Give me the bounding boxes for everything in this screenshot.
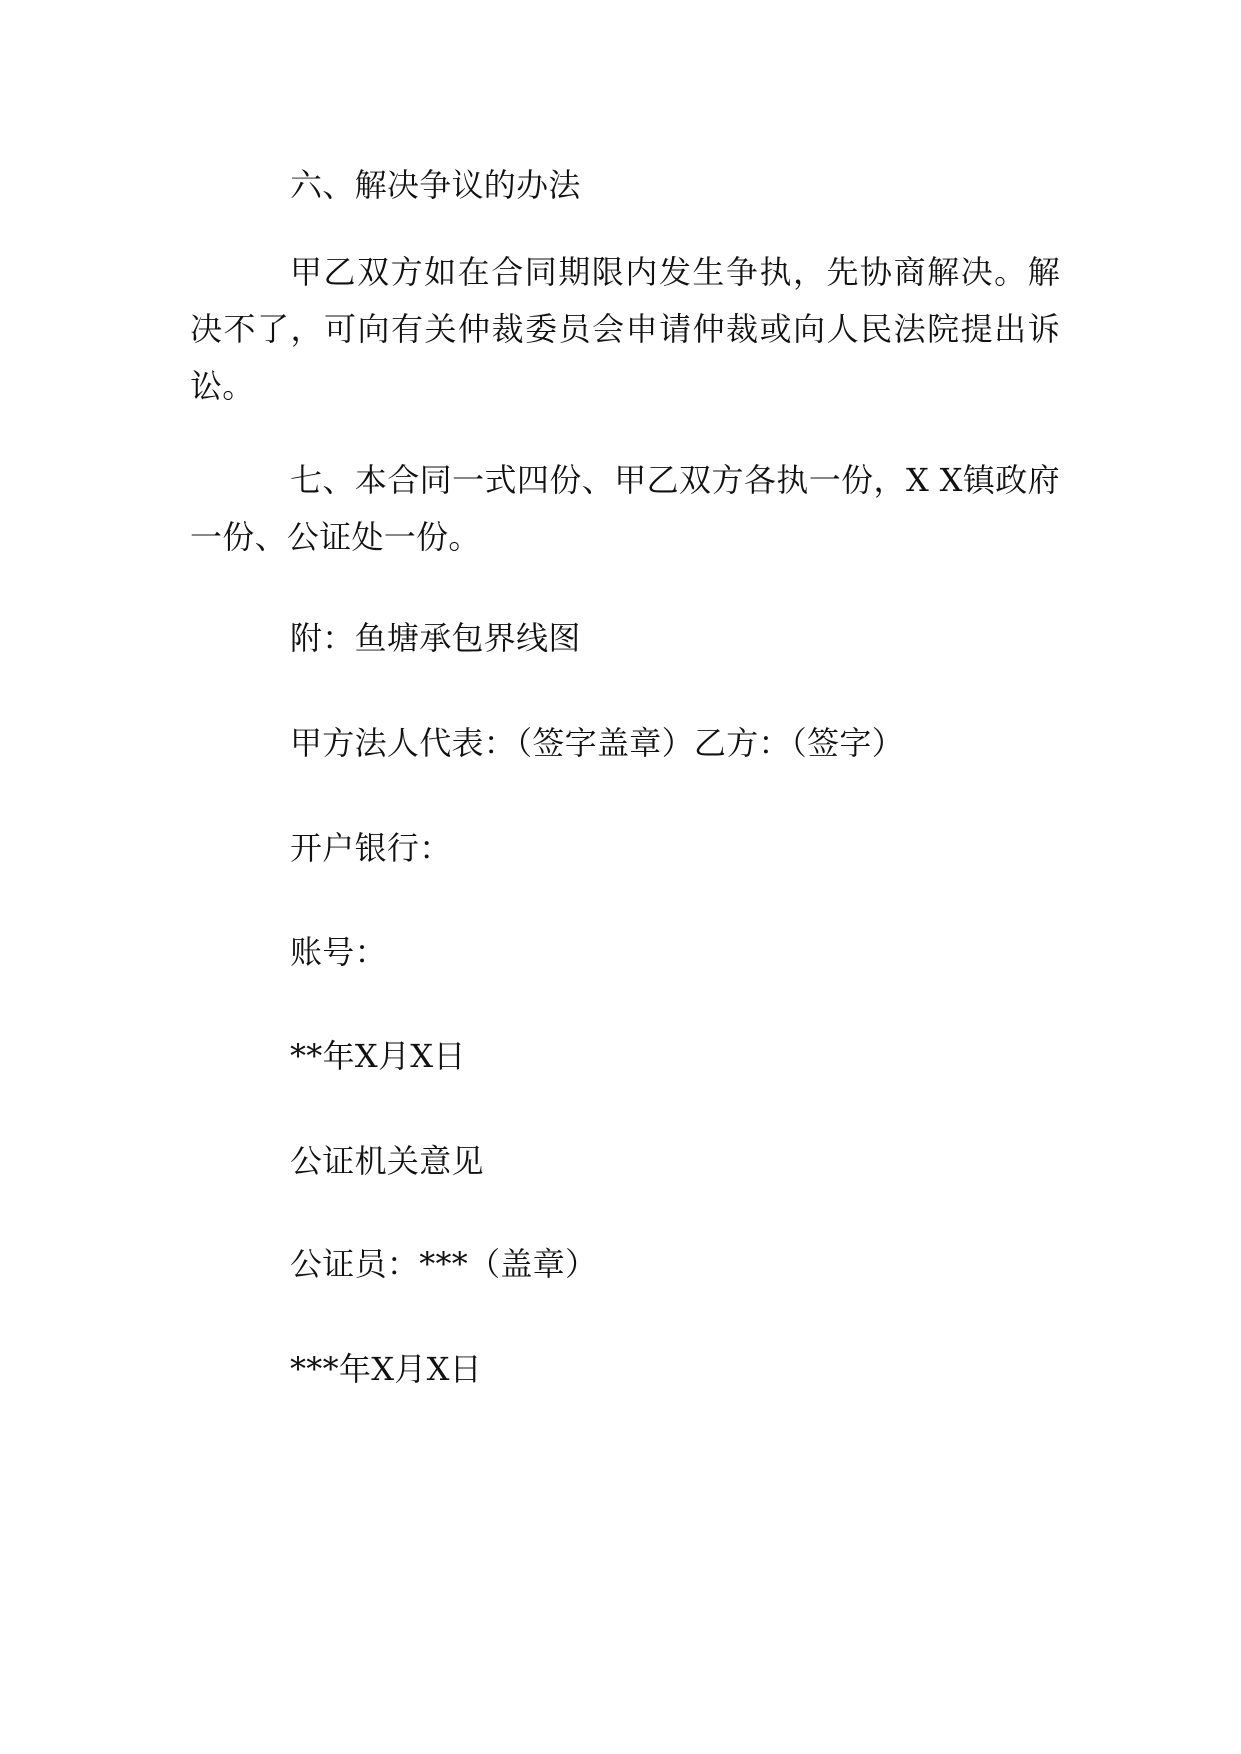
paragraph-contract-copies: 七、本合同一式四份、甲乙双方各执一份，X X镇政府一份、公证处一份。: [190, 461, 1060, 556]
section-heading-dispute-resolution: 六、解决争议的办法: [290, 166, 581, 204]
notary-date-line: ***年X月X日: [290, 1350, 482, 1388]
account-line: 账号：: [290, 933, 387, 971]
bank-line: 开户银行：: [290, 829, 452, 867]
signature-line: 甲方法人代表：（签字盖章）乙方：（签字）: [290, 724, 905, 762]
paragraph-dispute-resolution: 甲乙双方如在合同期限内发生争执，先协商解决。解决不了，可向有关仲裁委员会申请仲裁或向人民法院提出诉讼。: [190, 253, 1060, 405]
date-line: **年X月X日: [290, 1037, 466, 1075]
notary-line: 公证员：***（盖章）: [290, 1245, 598, 1283]
attachment-line: 附：鱼塘承包界线图: [290, 619, 581, 657]
notary-opinion-heading: 公证机关意见: [290, 1142, 484, 1180]
